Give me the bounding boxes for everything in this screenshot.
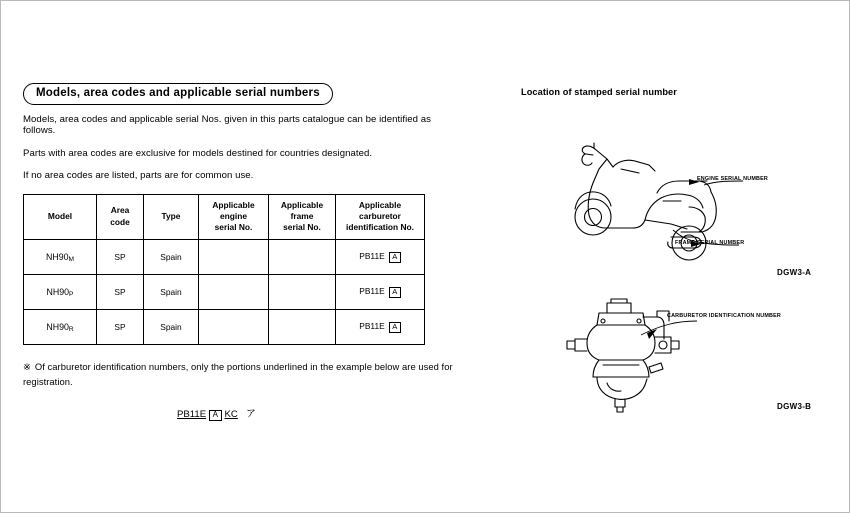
figure-carburetor bbox=[521, 295, 841, 425]
cell-frame-serial bbox=[269, 274, 336, 309]
cell-model bbox=[24, 309, 97, 344]
header-text-line3: serial No. bbox=[283, 222, 321, 233]
model-suffix: M bbox=[68, 256, 74, 264]
column-header-frame-serial bbox=[269, 194, 336, 239]
carburetor-box-letter: A bbox=[389, 252, 401, 263]
model-base: NH90 bbox=[46, 286, 70, 297]
model-name bbox=[46, 322, 73, 332]
example-box-letter: A bbox=[209, 410, 221, 421]
column-header-area-code bbox=[97, 194, 144, 239]
column-header-carburetor-id bbox=[336, 194, 425, 239]
header-text-line2: carburetor bbox=[359, 210, 401, 221]
header-text-line2: engine bbox=[220, 210, 247, 221]
carburetor-example bbox=[177, 405, 463, 421]
footnote-text: Of carburetor identification numbers, only the portions underlined in the example below are used for registration. bbox=[23, 360, 453, 387]
intro-line-1: Models, area codes and applicable serial Nos. given in this parts catalogue can be identified as follows. bbox=[23, 113, 431, 137]
model-suffix: P bbox=[69, 291, 74, 299]
illustration-title: Location of stamped serial number bbox=[521, 87, 677, 97]
table-header-row bbox=[24, 194, 425, 239]
callout-engine-serial-number: ENGINE SERIAL NUMBER bbox=[697, 176, 768, 182]
example-suffix: KC bbox=[224, 408, 238, 420]
header-text-line1: Applicable bbox=[280, 199, 324, 210]
header-text-line1: Applicable bbox=[358, 199, 402, 210]
figure-caption-dgw3a: DGW3-A bbox=[777, 268, 812, 277]
example-kana: ア bbox=[245, 408, 256, 420]
carburetor-code: PB11E bbox=[359, 285, 385, 296]
table-row bbox=[24, 274, 425, 309]
cell-carburetor-id bbox=[336, 309, 425, 344]
column-header-type bbox=[144, 194, 199, 239]
example-code: PB11E bbox=[177, 408, 207, 420]
section-title: Models, area codes and applicable serial numbers bbox=[23, 83, 333, 105]
cell-frame-serial bbox=[269, 309, 336, 344]
cell-carburetor-id bbox=[336, 239, 425, 274]
column-header-engine-serial bbox=[199, 194, 269, 239]
model-name bbox=[47, 287, 74, 297]
left-text-column bbox=[23, 83, 463, 421]
cell-frame-serial bbox=[269, 239, 336, 274]
cell-engine-serial bbox=[199, 239, 269, 274]
intro-line-3: If no area codes are listed, parts are for common use. bbox=[23, 170, 254, 182]
cell-engine-serial bbox=[199, 309, 269, 344]
callout-carburetor-identification-number: CARBURETOR IDENTIFICATION NUMBER bbox=[667, 313, 782, 319]
carburetor-box-letter: A bbox=[389, 322, 401, 333]
illustration-column bbox=[521, 87, 841, 425]
header-text-line2: frame bbox=[290, 210, 314, 221]
column-header-model bbox=[24, 194, 97, 239]
cell-carburetor-id bbox=[336, 274, 425, 309]
header-text-line2: code bbox=[110, 216, 130, 227]
cell-engine-serial bbox=[199, 274, 269, 309]
cell-type: Spain bbox=[144, 274, 199, 309]
footnote bbox=[23, 359, 455, 389]
cell-area-code: SP bbox=[97, 274, 144, 309]
cell-type: Spain bbox=[144, 239, 199, 274]
header-text-line1: Applicable bbox=[212, 199, 255, 210]
cell-area-code: SP bbox=[97, 239, 144, 274]
figure-caption-dgw3b: DGW3-B bbox=[777, 402, 812, 411]
cell-area-code: SP bbox=[97, 309, 144, 344]
cell-model bbox=[24, 239, 97, 274]
header-text-line3: identification No. bbox=[346, 222, 414, 233]
cell-type: Spain bbox=[144, 309, 199, 344]
header-text-line3: serial No. bbox=[214, 222, 253, 233]
model-base: NH90 bbox=[46, 321, 69, 332]
carburetor-code: PB11E bbox=[359, 320, 385, 331]
table-row bbox=[24, 239, 425, 274]
model-base: NH90 bbox=[46, 251, 69, 262]
cell-model bbox=[24, 274, 97, 309]
carburetor-box-letter: A bbox=[389, 287, 401, 298]
table-row bbox=[24, 309, 425, 344]
header-text: Model bbox=[47, 210, 73, 221]
callout-frame-serial-number: FRAME SERIAL NUMBER bbox=[675, 240, 745, 246]
figure-scooter bbox=[521, 97, 841, 287]
scooter-drawing bbox=[521, 97, 841, 282]
models-table bbox=[23, 194, 425, 345]
intro-line-2: Parts with area codes are exclusive for models destined for countries designated. bbox=[23, 147, 373, 159]
model-suffix: R bbox=[68, 326, 74, 334]
carburetor-code: PB11E bbox=[359, 250, 385, 261]
footnote-star: ※ bbox=[23, 360, 31, 372]
header-text: Type bbox=[161, 210, 181, 221]
header-text-line1: Area bbox=[110, 205, 130, 216]
model-name bbox=[46, 252, 74, 262]
